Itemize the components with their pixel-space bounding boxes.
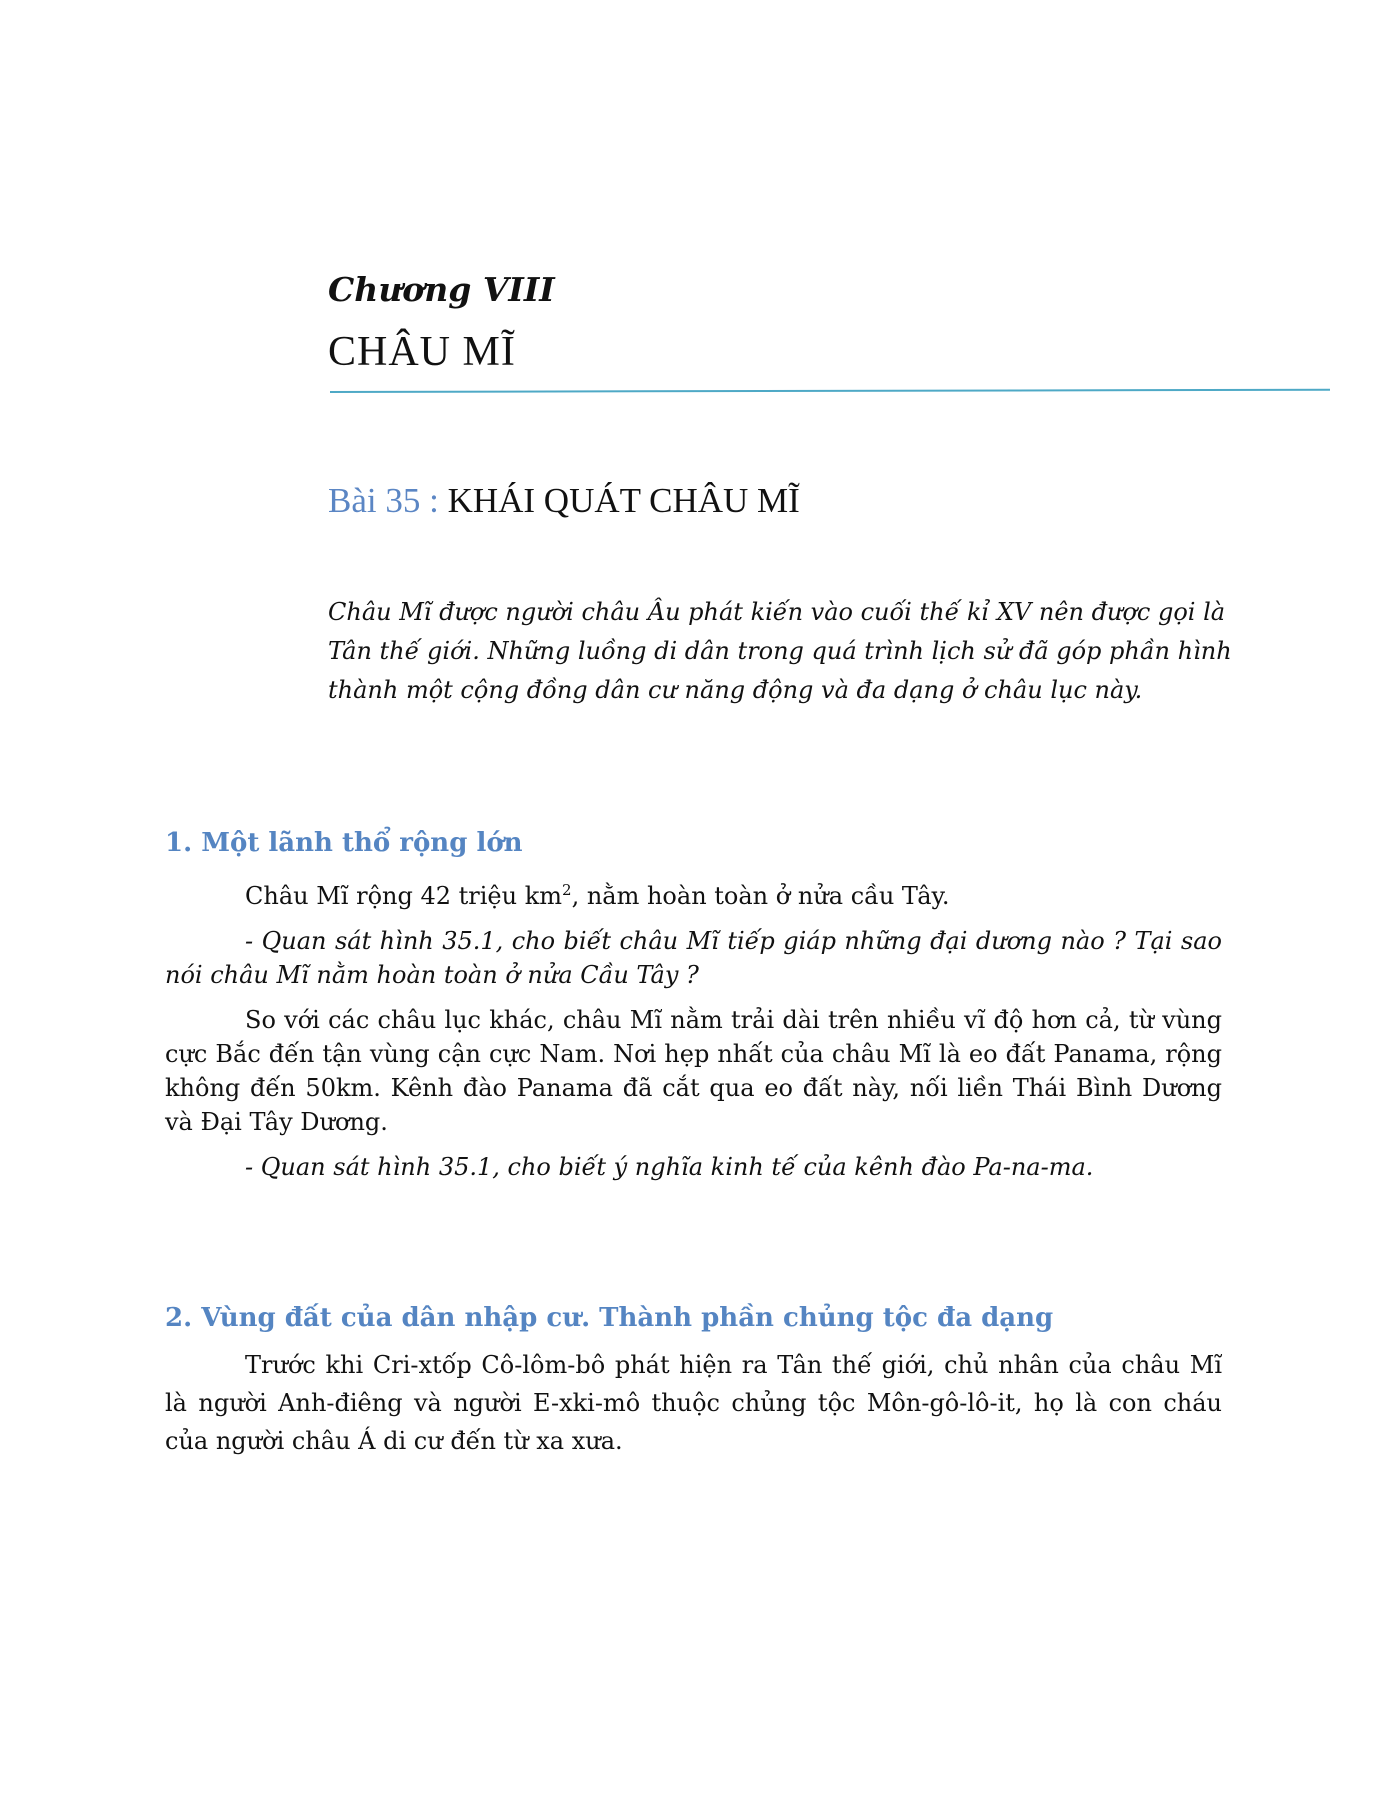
lesson-title: KHÁI QUÁT CHÂU MĨ [447, 481, 800, 520]
section-2-paragraph-1: Trước khi Cri-xtốp Cô-lôm-bô phát hiện ra Tân thế giới, chủ nhân của châu Mĩ là người Anh-điêng và người E-xki-mô thuộc chủng tộc Môn-gô-lô-it, họ là con cháu của người châu Á di cư đến từ xa xưa. [165, 1351, 1222, 1455]
area-text-rest: , nằm hoàn toàn ở nửa cầu Tây. [571, 882, 950, 910]
section-1-heading: 1. Một lãnh thổ rộng lớn [165, 828, 523, 858]
section-2-heading: 2. Vùng đất của dân nhập cư. Thành phần chủng tộc đa dạng [165, 1303, 1054, 1333]
chapter-divider [330, 389, 1330, 393]
area-text: Châu Mĩ rộng 42 triệu km [245, 882, 563, 910]
lesson-heading [328, 481, 800, 521]
chapter-title: CHÂU MĨ [328, 329, 516, 375]
section-1-paragraph-2: So với các châu lục khác, châu Mĩ nằm trải dài trên nhiều vĩ độ hơn cả, từ vùng cực Bắc đến tận vùng cận cực Nam. Nơi hẹp nhất của châu Mĩ là eo đất Panama, rộng không đến 50km. Kênh đào Panama đã cắt qua eo đất này, nối liền Thái Bình Dương và Đại Tây Dương. [165, 1006, 1222, 1136]
section-2-body [165, 1346, 1222, 1460]
area-superscript: 2 [562, 881, 572, 899]
lesson-intro: Châu Mĩ được người châu Âu phát kiến vào cuối thế kỉ XV nên được gọi là Tân thế giới. Những luồng di dân trong quá trình lịch sử đã góp phần hình thành một cộng đồng dân cư năng động và đa dạng ở châu lục này. [328, 598, 1232, 704]
section-1-question-1: - Quan sát hình 35.1, cho biết châu Mĩ tiếp giáp những đại dương nào ? Tại sao nói châu Mĩ nằm hoàn toàn ở nửa Cầu Tây ? [165, 927, 1222, 989]
section-1-paragraph-1 [165, 873, 1222, 913]
section-1-body [165, 873, 1222, 1195]
lesson-number: Bài 35 : [328, 481, 439, 520]
section-1-question-2: - Quan sát hình 35.1, cho biết ý nghĩa kinh tế của kênh đào Pa-na-ma. [245, 1153, 1094, 1181]
chapter-label: Chương VIII [328, 270, 555, 309]
